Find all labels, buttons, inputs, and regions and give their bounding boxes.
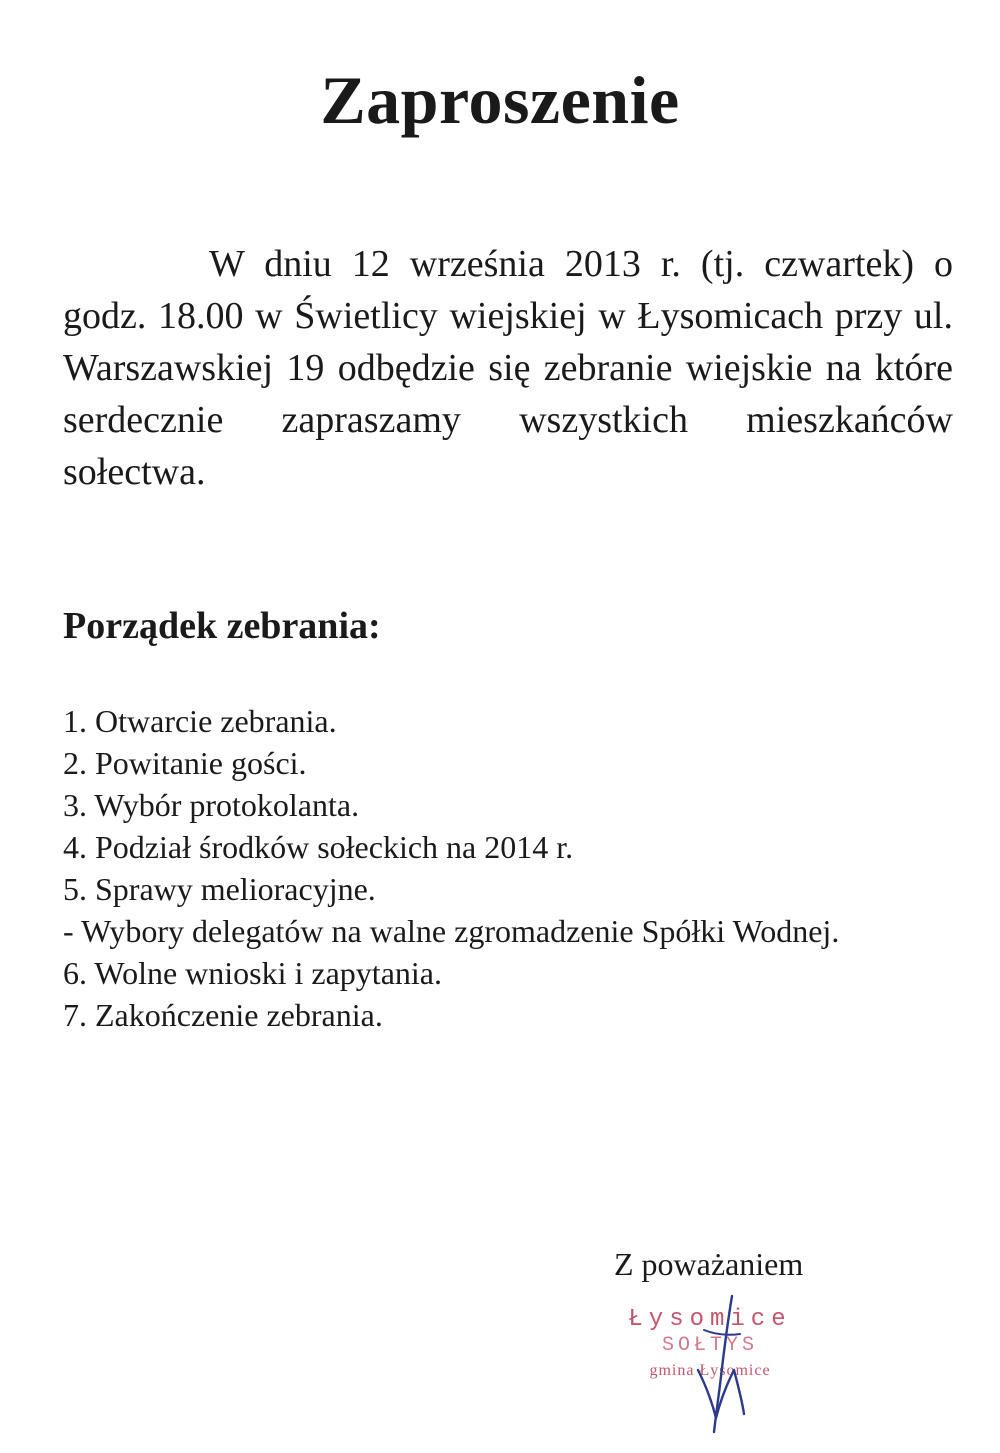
stamp-line-locality: Łysomice (628, 1306, 792, 1333)
agenda-item-2: 2. Powitanie gości. (63, 745, 307, 781)
agenda-item-3: 3. Wybór protokolanta. (63, 787, 360, 823)
stamp-line-commune: gmina Łysomice (649, 1362, 771, 1379)
agenda-item-7: 7. Zakończenie zebrania. (63, 997, 383, 1033)
stamp-line-role: SOŁTYS (661, 1334, 758, 1357)
agenda-item-4: 4. Podział środków sołeckich na 2014 r. (63, 829, 574, 865)
agenda-heading: Porządek zebrania: (63, 605, 381, 647)
document-title: Zaproszenie (320, 62, 680, 138)
invitation-paragraph: W dniu 12 września 2013 r. (tj. czwartek) o godz. 18.00 w Świetlicy wiejskiej w Łysomicach przy ul. Warszawskiej 19 odbędzie się zebranie wiejskie na które serdecznie zapraszamy wszystkich mieszkańców sołectwa. (63, 243, 953, 493)
agenda-item-5: 5. Sprawy melioracyjne. (63, 871, 376, 907)
agenda-list (63, 700, 883, 1036)
agenda-item-6: 6. Wolne wnioski i zapytania. (63, 955, 442, 991)
handwritten-signature-icon (680, 1290, 770, 1440)
closing-salutation: Z poważaniem (614, 1246, 804, 1282)
agenda-subitem-5a: - Wybory delegatów na walne zgromadzenie Spółki Wodnej. (63, 913, 840, 949)
agenda-item-1: 1. Otwarcie zebrania. (63, 703, 337, 739)
